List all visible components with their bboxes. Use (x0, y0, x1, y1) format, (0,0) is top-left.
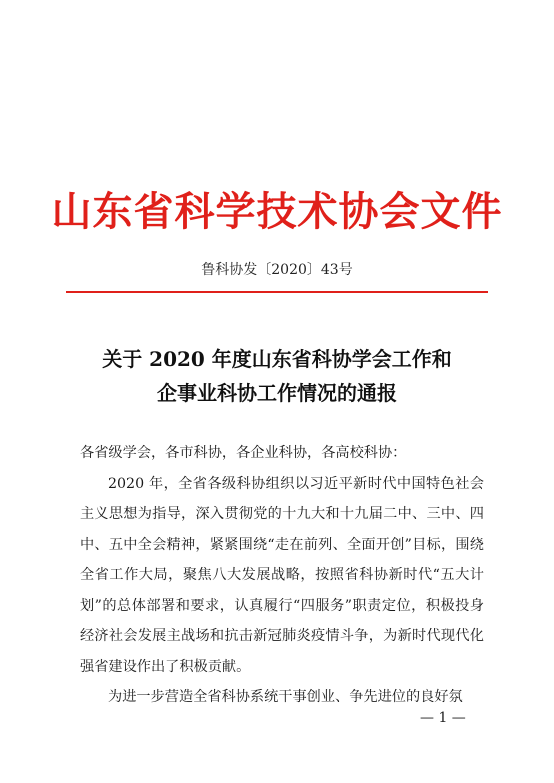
document-body (80, 438, 484, 713)
document-masthead: 山东省科学技术协会文件 (51, 188, 503, 235)
body-paragraph-2: 为进一步营造全省科协系统干事创业、争先进位的良好氛 (108, 689, 463, 705)
document-title-line-1: 关于 2020 年度山东省科协学会工作和 (102, 347, 452, 371)
body-paragraph-1: 2020 年，全省各级科协组织以习近平新时代中国特色社会主义思想为指导，深入贯彻党的十九大和十九届二中、三中、四中、五中全会精神，紧紧围绕“走在前列、全面开创”目标，围绕全省工作大局，聚焦八大发展战略，按照省科协新时代“五大计划”的总体部署和要求，认真履行“四服务”职责定位，积极投身经济社会发展主战场和抗击新冠肺炎疫情斗争，为新时代现代化强省建设作出了积极贡献。 (80, 475, 484, 675)
document-number: 鲁科协发〔2020〕43号 (201, 262, 353, 278)
salutation: 各省级学会，各市科协，各企业科协，各高校科协： (80, 445, 407, 461)
red-separator-line (66, 291, 488, 293)
document-title-line-2: 企事业科协工作情况的通报 (157, 381, 397, 405)
page-number: — 1 — (420, 710, 466, 726)
